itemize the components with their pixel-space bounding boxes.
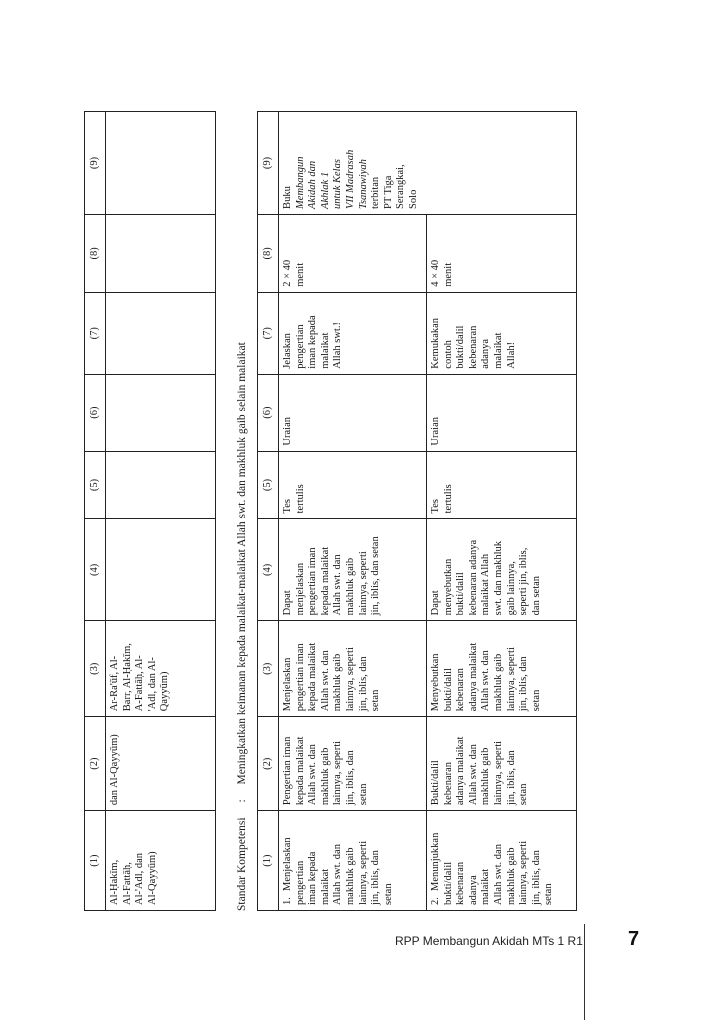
source-book-publisher: terbitan PT Tiga Serangkai, Solo [370, 164, 419, 209]
header-cell: (5) [85, 451, 106, 519]
table-header-row [85, 112, 106, 911]
header-cell: (7) [85, 292, 106, 374]
table-cell: Tes tertulis [279, 451, 427, 519]
header-cell: (2) [258, 717, 279, 811]
table-cell: Kemukakan contoh bukti/dalil kebenaran adanya malaikat Allah! [427, 292, 577, 374]
header-cell: (9) [258, 112, 279, 215]
competency-table [257, 111, 577, 911]
table-cell: Uraian [427, 374, 577, 451]
table-cell [106, 519, 216, 621]
table-cell [427, 811, 577, 911]
header-cell: (1) [85, 811, 106, 911]
table-cell: Ar-Ra'ūf, Al- Barr, Al-Ḥakīm, A-Fattāḥ, Al- 'Adl, dan Al- Qayyūm) [106, 621, 216, 717]
header-cell: (5) [258, 451, 279, 519]
footer-divider [584, 924, 585, 1020]
table-cell: Bukti/dalil kebenaran adanya malaikat Allah swt. dan makhluk gaib lainnya, seperti jin, iblis, dan setan [427, 717, 577, 811]
table-cell: Dapat menyebutkan bukti/dalil kebenaran adanya malaikat Allah swt. dan makhluk gaib lainnya, seperti jin, iblis, dan setan [427, 519, 577, 621]
table-header-row [258, 112, 279, 911]
table-row [279, 112, 427, 911]
row-number: 1. [282, 897, 293, 905]
table-cell: Menjelaskan pengertian iman kepada malaikat Allah swt. dan makhluk gaib lainnya, seperti jin, iblis, dan setan [279, 621, 427, 717]
source-book-label: Buku [282, 186, 293, 209]
standar-kompetensi-line [236, 342, 248, 911]
table-row [106, 112, 216, 911]
header-cell: (7) [258, 292, 279, 374]
header-cell: (4) [85, 519, 106, 621]
table-cell: Uraian [279, 374, 427, 451]
table-cell: Tes tertulis [427, 451, 577, 519]
table-cell: dan Al-Qayyūm) [106, 717, 216, 811]
header-cell: (6) [85, 374, 106, 451]
table-cell [106, 292, 216, 374]
table-cell [106, 374, 216, 451]
table-cell [279, 112, 577, 215]
table-cell [279, 811, 427, 911]
header-cell: (8) [85, 214, 106, 292]
header-cell: (3) [258, 621, 279, 717]
standar-kompetensi-text: Meningkatkan keimanan kepada malaikat-malaikat Allah swt. dan makhluk gaib selain malaikat [236, 342, 248, 785]
table-cell [106, 112, 216, 215]
standar-kompetensi-label: Standar Kompetensi [236, 817, 248, 911]
header-cell: (4) [258, 519, 279, 621]
table-cell: Jelaskan pengertian iman kepada malaikat Allah swt.! [279, 292, 427, 374]
table-cell: 2 × 40 menit [279, 214, 427, 292]
header-cell: (9) [85, 112, 106, 215]
source-book-title: Membangun Akidah dan Akhlak 1 untuk Kelas VII Madrasah Tsanawiyah [294, 149, 369, 209]
row-number: 2. [430, 897, 441, 905]
table-cell: Pengertian iman kepada malaikat Allah swt. dan makhluk gaib lainnya, seperti jin, iblis, dan setan [279, 717, 427, 811]
footer-title: RPP Membangun Akidah MTs 1 R1 [395, 934, 583, 948]
indicator-text: Menjelaskan pengertian iman kepada malaikat Allah swt. dan makhluk gaib lainnya, seperti jin, iblis, dan setan [282, 837, 394, 905]
table-cell [106, 214, 216, 292]
table-cell: Al-Ḥakīm, Al-Fattāḥ, Al-'Adl, dan Al-Qayyūm) [106, 811, 216, 911]
header-cell: (2) [85, 717, 106, 811]
header-cell: (1) [258, 811, 279, 911]
indicator-text: Menunjukkan bukti/dalil kebenaran adanya malaikat Allah swt. dan makhluk gaib lainnya, seperti jin, iblis, dan setan [430, 832, 555, 905]
page-number: 7 [628, 928, 640, 950]
header-cell: (6) [258, 374, 279, 451]
table-cell [106, 451, 216, 519]
table-cell: Dapat menjelaskan pengertian iman kepada malaikat Allah swt. dan makhluk gaib lainnya, seperti jin, iblis, dan setan [279, 519, 427, 621]
standar-kompetensi-separator: : [236, 799, 248, 803]
table-row [427, 112, 577, 911]
table-continued [84, 111, 216, 911]
rotated-page-content [84, 111, 644, 911]
header-cell: (8) [258, 214, 279, 292]
table-cell: 4 × 40 menit [427, 214, 577, 292]
header-cell: (3) [85, 621, 106, 717]
table-cell: Menyebutkan bukti/dalil kebenaran adanya malaikat Allah swt. dan makhluk gaib lainnya, seperti jin, iblis, dan setan [427, 621, 577, 717]
